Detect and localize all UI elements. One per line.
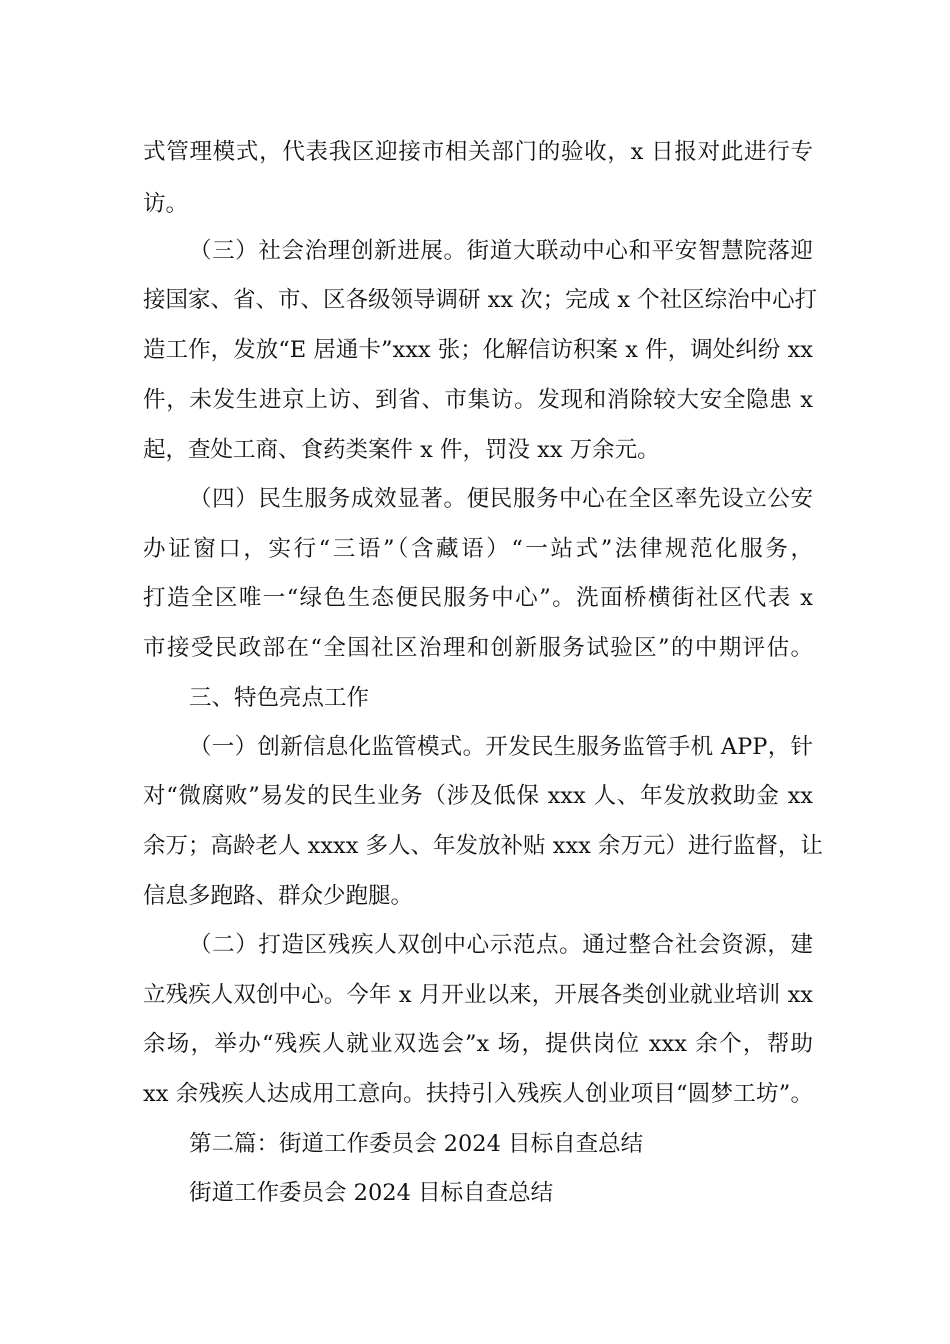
text-line: 信息多跑路、群众少跑腿。: [143, 883, 414, 909]
chapter-heading: 第二篇：街道工作委员会 2024 目标自查总结: [189, 1131, 644, 1157]
document-title: 街道工作委员会 2024 目标自查总结: [189, 1180, 554, 1206]
paragraph-heading: （四）民生服务成效显著。便民服务中心在全区率先设立公安: [189, 486, 813, 512]
paragraph-heading: （一）创新信息化监管模式。开发民生服务监管手机 APP，针: [189, 734, 813, 760]
text-line: 访。: [143, 191, 189, 217]
text-line: 办证窗口，实行“三语”（含藏语）“一站式”法律规范化服务，: [143, 536, 813, 562]
text-line: xx 余残疾人达成用工意向。扶持引入残疾人创业项目“圆梦工坊”。: [143, 1081, 813, 1107]
paragraph-heading: （二）打造区残疾人双创中心示范点。通过整合社会资源，建: [189, 932, 813, 958]
text-line: 件，未发生进京上访、到省、市集访。发现和消除较大安全隐患 x: [143, 387, 813, 413]
text-line: 立残疾人双创中心。今年 x 月开业以来，开展各类创业就业培训 xx: [143, 982, 813, 1008]
text-line: 接国家、省、市、区各级领导调研 xx 次；完成 x 个社区综治中心打: [143, 287, 818, 313]
text-line: 打造全区唯一“绿色生态便民服务中心”。洗面桥横街社区代表 x: [143, 585, 813, 611]
text-line: 余万；高龄老人 xxxx 多人、年发放补贴 xxx 余万元）进行监督，让: [143, 833, 823, 859]
text-line: 余场，举办“残疾人就业双选会”x 场，提供岗位 xxx 余个，帮助: [143, 1031, 813, 1057]
text-line: 造工作，发放“E 居通卡”xxx 张；化解信访积案 x 件，调处纠纷 xx: [143, 337, 813, 363]
text-line: 市接受民政部在“全国社区治理和创新服务试验区”的中期评估。: [143, 635, 813, 661]
text-line: 式管理模式，代表我区迎接市相关部门的验收，x 日报对此进行专: [143, 139, 813, 165]
text-line: 对“微腐败”易发的民生业务（涉及低保 xxx 人、年发放救助金 xx: [143, 783, 813, 809]
paragraph-heading: （三）社会治理创新进展。街道大联动中心和平安智慧院落迎: [189, 238, 813, 264]
text-line: 起，查处工商、食药类案件 x 件，罚没 xx 万余元。: [143, 437, 660, 463]
section-heading: 三、特色亮点工作: [189, 685, 370, 711]
